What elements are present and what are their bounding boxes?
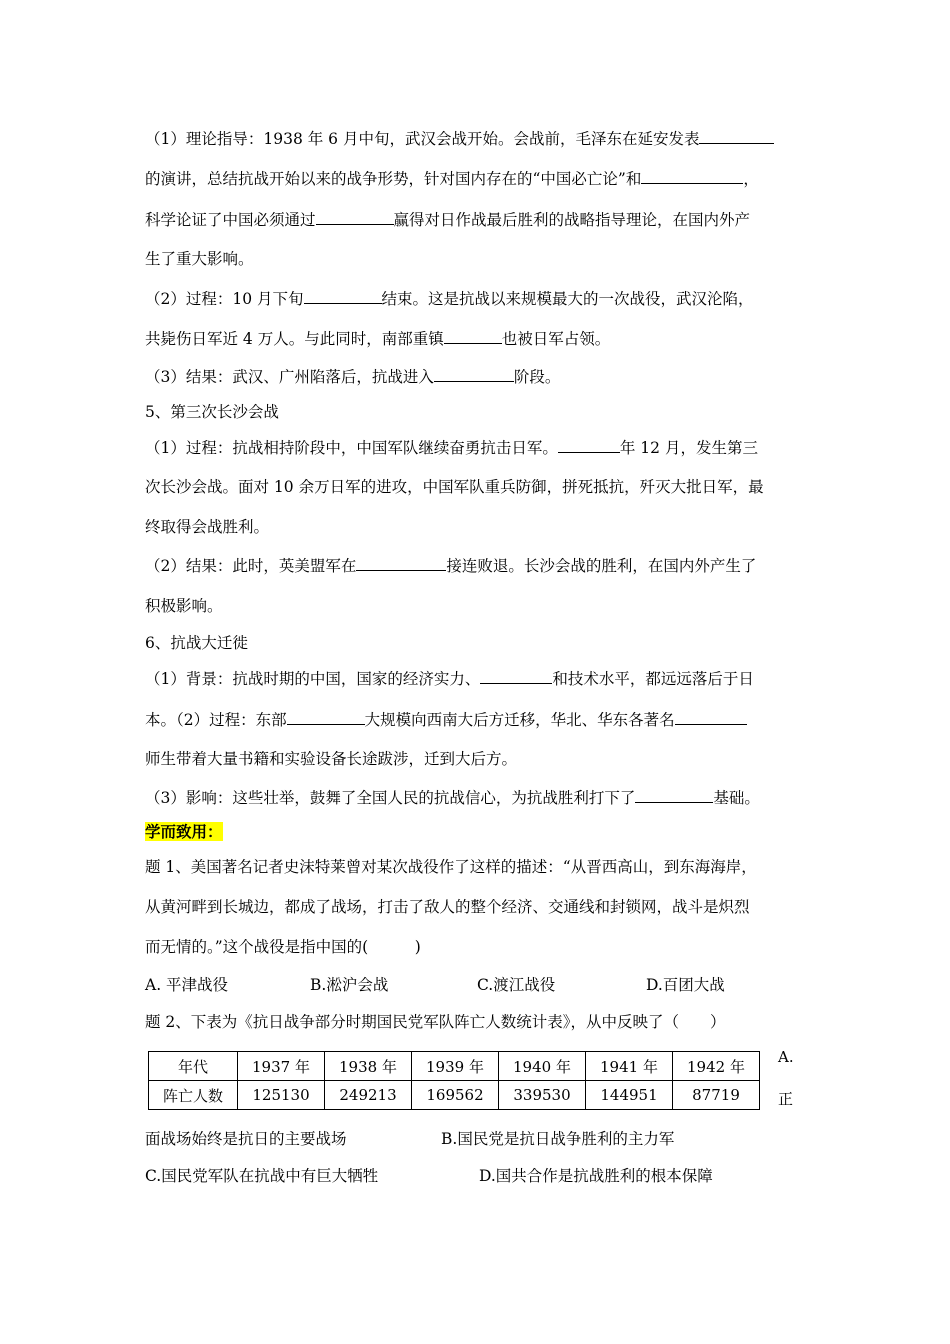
text-span: 赢得对日作战最后胜利的战略指导理论，在国内外产: [393, 211, 751, 229]
text-span: 的演讲，总结抗战开始以来的战争形势，针对国内存在的“中国必亡论”和: [145, 170, 642, 188]
table-header-row: [149, 1052, 760, 1081]
sec4-para1-line3: [145, 209, 750, 230]
text-span: 共毙伤日军近 4 万人。与此同时，南部重镇: [145, 330, 444, 348]
sec4-para1-line1: [145, 128, 774, 149]
q2-option-a-char: 正: [778, 1090, 794, 1108]
fill-blank: [558, 437, 620, 453]
text-span: （2）结果：此时，英美盟军在: [145, 557, 357, 575]
q2-option-b[interactable]: B.国民党是抗日战争胜利的主力军: [441, 1130, 675, 1148]
fill-blank: [480, 668, 552, 684]
sec4-para1-line4: 生了重大影响。: [145, 250, 254, 268]
casualty-table: [148, 1051, 760, 1110]
table-cell: 1939 年: [412, 1052, 499, 1081]
q1-option-b[interactable]: B.淞沪会战: [310, 976, 389, 994]
text-span: （2）过程：10 月下旬: [145, 290, 304, 308]
sec5-para1-line2: 次长沙会战。面对 10 余万日军的进攻，中国军队重兵防御，拼死抵抗，歼灭大批日军，最: [145, 478, 764, 496]
table-cell: 125130: [238, 1081, 325, 1110]
sec4-para2-line2: [145, 328, 610, 349]
fill-blank: [316, 209, 394, 225]
text-span: 基础。: [713, 789, 760, 807]
table-row: [149, 1081, 760, 1110]
text-span: ，: [743, 170, 759, 188]
fill-blank: [444, 328, 502, 344]
q1-line2: 从黄河畔到长城边，都成了战场，打击了敌人的整个经济、交通线和封锁网，战斗是炽烈: [145, 898, 750, 916]
sec4-para3-line1: [145, 366, 560, 387]
text-span: 结束。这是抗战以来规模最大的一次战役，武汉沦陷，: [381, 290, 754, 308]
text-span: 阶段。: [513, 368, 561, 386]
fill-blank: [699, 128, 774, 144]
q1-option-d[interactable]: D.百团大战: [646, 976, 725, 994]
q2-option-a-rest[interactable]: 面战场始终是抗日的主要战场: [145, 1130, 347, 1148]
text-span: 本。（2）过程：东部: [145, 711, 287, 729]
text-span: （1）过程：抗战相持阶段中，中国军队继续奋勇抗击日军。: [145, 439, 558, 457]
q1-option-a[interactable]: A. 平津战役: [145, 976, 229, 994]
fill-blank: [434, 366, 514, 382]
fill-blank: [287, 709, 365, 725]
text-span: 也被日军占领。: [501, 330, 611, 348]
sec5-para1-line3: 终取得会战胜利。: [145, 518, 270, 536]
sec6-title: 6、抗战大迁徙: [145, 634, 248, 652]
sec4-para2-line1: [145, 288, 754, 309]
fill-blank: [675, 709, 747, 725]
table-cell: 1938 年: [325, 1052, 412, 1081]
fill-blank: [635, 787, 713, 803]
sec5-para2-line1: [145, 555, 756, 576]
table-cell: 1941 年: [586, 1052, 673, 1081]
table-cell: 249213: [325, 1081, 412, 1110]
q2-option-c[interactable]: C.国民党军队在抗战中有巨大牺牲: [145, 1167, 379, 1185]
q2-line1: 题 2、下表为《抗日战争部分时期国民党军队阵亡人数统计表》，从中反映了（ ）: [145, 1013, 726, 1031]
q1-option-c[interactable]: C.渡江战役: [477, 976, 556, 994]
sec4-para1-line2: [145, 168, 759, 189]
text-span: 和技术水平，都远远落后于日: [552, 670, 754, 688]
table-cell: 1942 年: [673, 1052, 760, 1081]
practice-heading: [145, 822, 223, 842]
q1-line1: 题 1、美国著名记者史沫特莱曾对某次战役作了这样的描述：“从晋西高山，到东海海岸，: [145, 858, 757, 876]
sec6-para1-line3: 师生带着大量书籍和实验设备长途跋涉，迁到大后方。: [145, 750, 518, 768]
sec5-title: 5、第三次长沙会战: [145, 403, 279, 421]
table-cell: 年代: [149, 1052, 238, 1081]
sec6-para1-line2: [145, 709, 747, 730]
table-cell: 144951: [586, 1081, 673, 1110]
sec6-para1-line1: [145, 668, 754, 689]
text-span: （3）影响：这些壮举，鼓舞了全国人民的抗战信心，为抗战胜利打下了: [145, 789, 636, 807]
text-span: （1）理论指导：1938 年 6 月中旬，武汉会战开始。会战前，毛泽东在延安发表: [145, 130, 700, 148]
sec6-para3-line1: [145, 787, 760, 808]
sec5-para2-line2: 积极影响。: [145, 597, 223, 615]
table-cell: 87719: [673, 1081, 760, 1110]
q2-option-d[interactable]: D.国共合作是抗战胜利的根本保障: [479, 1167, 713, 1185]
table-cell: 169562: [412, 1081, 499, 1110]
highlighted-heading: 学而致用：: [145, 822, 223, 841]
q2-option-a-label[interactable]: A.: [778, 1048, 794, 1066]
text-span: 年 12 月，发生第三: [619, 439, 758, 457]
table-cell: 1940 年: [499, 1052, 586, 1081]
table-cell: 339530: [499, 1081, 586, 1110]
text-span: （3）结果：武汉、广州陷落后，抗战进入: [145, 368, 434, 386]
text-span: 接连败退。长沙会战的胜利，在国内外产生了: [446, 557, 757, 575]
q1-line3: 而无情的。”这个战役是指中国的( ): [145, 938, 421, 956]
fill-blank: [641, 168, 743, 184]
text-span: 大规模向西南大后方迁移，华北、华东各著名: [364, 711, 675, 729]
fill-blank: [304, 288, 382, 304]
sec5-para1-line1: [145, 437, 758, 458]
table-cell: 阵亡人数: [149, 1081, 238, 1110]
text-span: 科学论证了中国必须通过: [145, 211, 316, 229]
text-span: （1）背景：抗战时期的中国，国家的经济实力、: [145, 670, 481, 688]
fill-blank: [356, 555, 446, 571]
table-cell: 1937 年: [238, 1052, 325, 1081]
